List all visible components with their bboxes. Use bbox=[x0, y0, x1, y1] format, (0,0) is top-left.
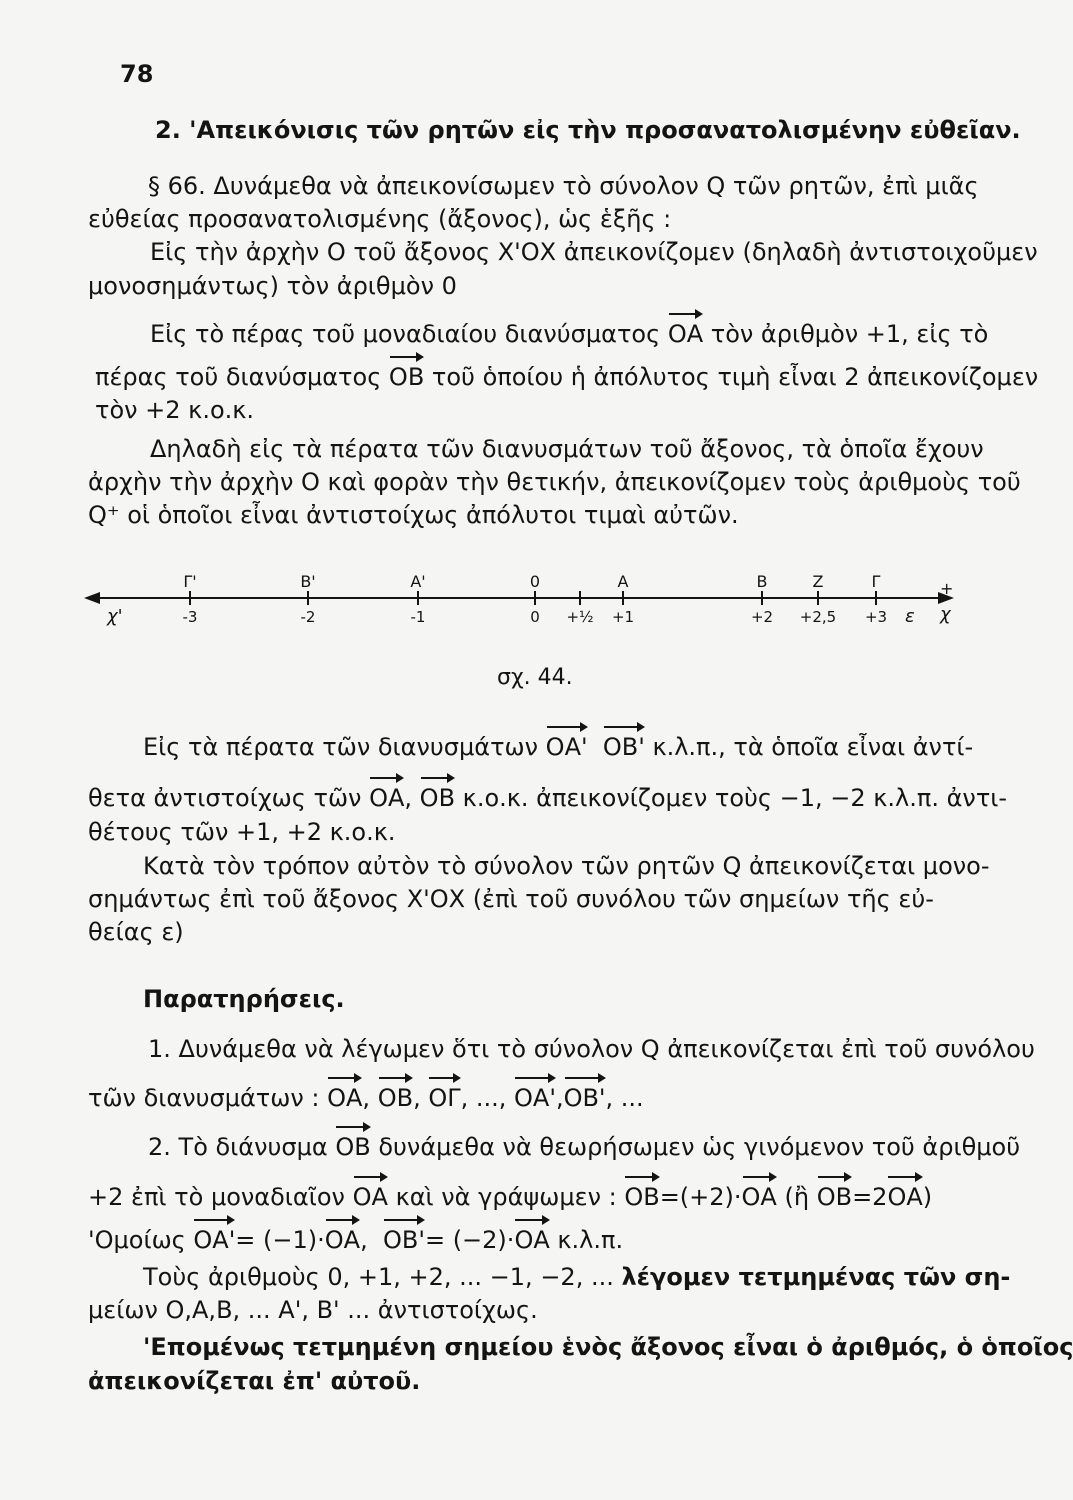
text: καὶ νὰ γράψωμεν : bbox=[395, 1183, 617, 1211]
text: κ.λ.π. bbox=[557, 1226, 624, 1254]
plus-sign: + bbox=[940, 579, 954, 598]
text: (ἢ bbox=[784, 1183, 810, 1211]
text: τὸν ἀριθμὸν +1, εἰς τὸ bbox=[710, 320, 989, 348]
para66-line3: Εἰς τὴν ἀρχὴν Ο τοῦ ἄξονος Χ'ΟΧ ἀπεικονίζομεν (δηλαδὴ ἀντιστοιχοῦμεν bbox=[150, 238, 1038, 266]
text: , bbox=[360, 1226, 368, 1254]
sep: , bbox=[413, 1084, 421, 1112]
vector-ob-prime: ΟΒ' bbox=[602, 733, 645, 761]
vector-ob: ΟΒ bbox=[335, 1133, 371, 1161]
vector-oa: ΟΑ bbox=[369, 784, 405, 812]
figure-caption: σχ. 44. bbox=[497, 665, 573, 690]
tick-point-label: Γ' bbox=[183, 572, 197, 591]
tick-point-label: 0 bbox=[529, 572, 541, 591]
text: τῶν διανυσμάτων : bbox=[88, 1084, 320, 1112]
text: +2 ἐπὶ τὸ μοναδιαῖον bbox=[88, 1183, 345, 1211]
remark1-line1: 1. Δυνάμεθα νὰ λέγωμεν ὅτι τὸ σύνολον Q ἀπεικονίζεται ἐπὶ τοῦ συνόλου bbox=[148, 1035, 1035, 1063]
text: 'Ομοίως bbox=[88, 1226, 186, 1254]
vector-ob: ΟΒ bbox=[388, 363, 425, 391]
vector-ob: ΟΒ bbox=[624, 1183, 660, 1211]
remark2-line2 bbox=[88, 1183, 932, 1211]
after-line3: θέτους τῶν +1, +2 κ.ο.κ. bbox=[88, 818, 396, 846]
para66-line9: ἀρχὴν τὴν ἀρχὴν Ο καὶ φορὰν τὴν θετικήν, ἀπεικονίζομεν τοὺς ἀριθμοὺς τοῦ bbox=[88, 468, 1021, 496]
tick-point-label: Β bbox=[756, 572, 768, 591]
arrow-left-icon bbox=[84, 592, 100, 604]
section-heading: 2. 'Απεικόνισις τῶν ρητῶν εἰς τὴν προσανατολισμένην εὐθεῖαν. bbox=[155, 116, 1021, 144]
para66-line6 bbox=[95, 363, 1038, 391]
sep: , ... bbox=[605, 1084, 644, 1112]
text: Εἰς τὸ πέρας τοῦ μοναδιαίου διανύσματος bbox=[150, 320, 661, 348]
vector-oa: ΟΑ bbox=[667, 320, 704, 348]
tick-value-label: 0 bbox=[530, 608, 540, 626]
text: =2 bbox=[852, 1183, 888, 1211]
vector-oa: ΟΑ bbox=[324, 1226, 361, 1254]
vector-oa: ΟΑ bbox=[514, 1226, 550, 1254]
text: ) bbox=[922, 1183, 933, 1211]
vector-ob-prime: ΟΒ' bbox=[383, 1226, 425, 1254]
number-line-figure bbox=[0, 570, 959, 680]
axis-left-label: χ' bbox=[107, 606, 123, 627]
tick-point-label: Α' bbox=[410, 572, 426, 591]
text: θετα ἀντιστοίχως τῶν bbox=[88, 784, 362, 812]
tick-value-label: +2 bbox=[750, 608, 774, 626]
tick-value-label: +1 bbox=[611, 608, 635, 626]
para66-line1: § 66. Δυνάμεθα νὰ ἀπεικονίσωμεν τὸ σύνολον Q τῶν ρητῶν, ἐπὶ μιᾶς bbox=[148, 172, 979, 200]
text: κ.ο.κ. ἀπεικονίζομεν τοὺς −1, −2 κ.λ.π. ἀντι- bbox=[462, 784, 1008, 812]
after-line5: σημάντως ἐπὶ τοῦ ἄξονος Χ'ΟΧ (ἐπὶ τοῦ συνόλου τῶν σημείων τῆς εὐ- bbox=[88, 885, 934, 913]
para66-line2: εὐθείας προσανατολισμένης (ἄξονος), ὡς ἑξῆς : bbox=[88, 205, 672, 233]
vector-ob-prime: ΟΒ' bbox=[563, 1084, 606, 1112]
tick-point-label: Α bbox=[617, 572, 629, 591]
sep: , bbox=[555, 1084, 564, 1112]
text: = (−2)· bbox=[424, 1226, 515, 1254]
vector-ob: ΟΒ bbox=[377, 1084, 414, 1112]
vector-oa-prime: ΟΑ' bbox=[514, 1084, 556, 1112]
vector-ob: ΟΒ bbox=[419, 784, 456, 812]
after-line1 bbox=[143, 733, 973, 761]
vector-oa-prime: ΟΑ' bbox=[545, 733, 588, 761]
conclusion-line1: 'Επομένως τετμημένη σημείου ἑνὸς ἄξονος εἶναι ὁ ἀριθμός, ὁ ὁποῖος bbox=[143, 1333, 1073, 1361]
remark2-line1 bbox=[148, 1133, 1020, 1161]
vector-og: ΟΓ bbox=[428, 1084, 461, 1112]
tick-value-label: +2,5 bbox=[799, 608, 837, 626]
page-number: 78 bbox=[120, 60, 154, 88]
axis-right-label: χ bbox=[940, 604, 951, 625]
after-line4: Κατὰ τὸν τρόπον αὐτὸν τὸ σύνολον τῶν ρητῶν Q ἀπεικονίζεται μονο- bbox=[143, 852, 990, 880]
text: Τοὺς ἀριθμοὺς 0, +1, +2, ... −1, −2, ... bbox=[143, 1263, 614, 1291]
para66-line8: Δηλαδὴ εἰς τὰ πέρατα τῶν διανυσμάτων τοῦ ἄξονος, τὰ ὁποῖα ἔχουν bbox=[150, 435, 984, 463]
text: 2. Τὸ διάνυσμα bbox=[148, 1133, 328, 1161]
para66-line10: Q⁺ οἱ ὁποῖοι εἶναι ἀντιστοίχως ἀπόλυτοι τιμαὶ αὐτῶν. bbox=[88, 501, 739, 529]
vector-oa: ΟΑ bbox=[741, 1183, 777, 1211]
vector-oa-prime: ΟΑ' bbox=[193, 1226, 236, 1254]
text-bold: λέγομεν τετμημένας τῶν ση- bbox=[621, 1263, 1011, 1291]
vector-ob: ΟΒ bbox=[816, 1183, 853, 1211]
text: δυνάμεθα νὰ θεωρήσωμεν ὡς γινόμενον τοῦ ἀριθμοῦ bbox=[378, 1133, 1021, 1161]
para66-line5 bbox=[150, 320, 988, 348]
para66-line4: μονοσημάντως) τὸν ἀριθμὸν 0 bbox=[88, 272, 457, 300]
remark1-line2 bbox=[88, 1084, 644, 1112]
para66-line7: τὸν +2 κ.ο.κ. bbox=[95, 396, 255, 424]
vector-oa: ΟΑ bbox=[887, 1183, 923, 1211]
remark2-line3 bbox=[88, 1226, 623, 1254]
tick-point-label: Γ bbox=[871, 572, 881, 591]
tick-value-label: +½ bbox=[566, 608, 594, 626]
remarks-heading: Παρατηρήσεις. bbox=[143, 985, 345, 1013]
remark3-line1 bbox=[143, 1263, 1010, 1291]
tick-point-label: Ζ bbox=[812, 572, 824, 591]
conclusion-line2: ἀπεικονίζεται ἐπ' αὐτοῦ. bbox=[88, 1367, 421, 1395]
sep: , ..., bbox=[460, 1084, 507, 1112]
after-line6: θείας ε) bbox=[88, 918, 184, 946]
text: = (−1)· bbox=[235, 1226, 325, 1254]
vector-oa: ΟΑ bbox=[327, 1084, 363, 1112]
text: =(+2)· bbox=[659, 1183, 742, 1211]
text: τοῦ ὁποίου ἡ ἀπόλυτος τιμὴ εἶναι 2 ἀπεικονίζομεν bbox=[431, 363, 1039, 391]
axis-name: ε bbox=[905, 606, 915, 627]
remark3-line2: μείων Ο,Α,Β, ... Α', Β' ... ἀντιστοίχως. bbox=[88, 1296, 538, 1324]
tick-point-label: Β' bbox=[300, 572, 316, 591]
after-line2: θετα ἀντιστοίχως τῶν ΟΑ, ΟΒ κ.ο.κ. ἀπεικονίζομεν τοὺς −1, −2 κ.λ.π. ἀντι- bbox=[88, 784, 1008, 812]
tick-value-label: -2 bbox=[300, 608, 316, 626]
tick-value-label: -3 bbox=[182, 608, 198, 626]
tick-value-label: -1 bbox=[410, 608, 426, 626]
text: Εἰς τὰ πέρατα τῶν διανυσμάτων bbox=[143, 733, 539, 761]
text: κ.λ.π., τὰ ὁποῖα εἶναι ἀντί- bbox=[652, 733, 974, 761]
vector-oa: ΟΑ bbox=[352, 1183, 388, 1211]
tick-value-label: +3 bbox=[864, 608, 888, 626]
text: πέρας τοῦ διανύσματος bbox=[95, 363, 382, 391]
sep: , bbox=[362, 1084, 371, 1112]
